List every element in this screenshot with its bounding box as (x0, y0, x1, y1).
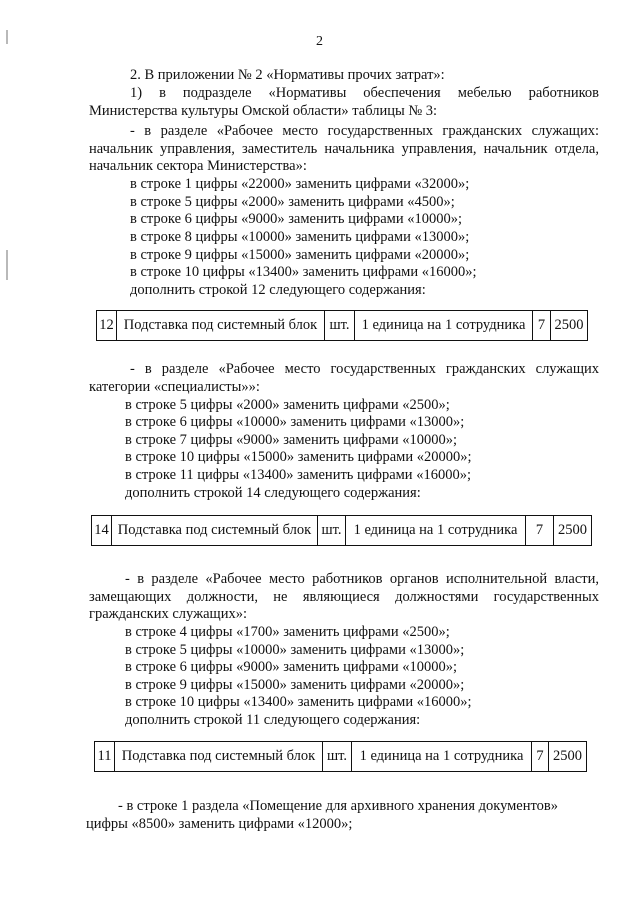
scan-artifact (6, 250, 8, 280)
block3-intro-line: гражданских служащих»: (89, 606, 247, 622)
price-cell: 2500 (554, 516, 592, 546)
table-row (95, 742, 587, 772)
block4-line: - в строке 1 раздела «Помещение для архивного хранения документов» (118, 798, 558, 814)
block3-intro-line: - в разделе «Рабочее место работников органов исполнительной власти, (125, 571, 599, 587)
list-item: в строке 6 цифры «9000» заменить цифрами «10000»; (130, 211, 463, 227)
item-name-cell: Подставка под системный блок (117, 311, 325, 341)
norm-cell: 1 единица на 1 сотрудника (346, 516, 526, 546)
block1-intro-line: - в разделе «Рабочее место государственных гражданских служащих: (130, 123, 599, 139)
row-number-cell: 14 (92, 516, 112, 546)
list-item: в строке 6 цифры «9000» заменить цифрами «10000»; (125, 659, 458, 675)
list-item: в строке 10 цифры «13400» заменить цифрами «16000»; (125, 694, 472, 710)
list-item: в строке 1 цифры «22000» заменить цифрами «32000»; (130, 176, 470, 192)
price-cell: 2500 (551, 311, 588, 341)
table-row (97, 311, 588, 341)
norm-cell: 1 единица на 1 сотрудника (352, 742, 532, 772)
add-row-line: дополнить строкой 12 следующего содержания: (130, 282, 426, 298)
list-item: в строке 6 цифры «10000» заменить цифрами «13000»; (125, 414, 465, 430)
subsection-intro-line: 1) в подразделе «Нормативы обеспечения мебелью работников (130, 85, 599, 101)
section-heading: 2. В приложении № 2 «Нормативы прочих затрат»: (130, 67, 445, 83)
term-cell: 7 (526, 516, 554, 546)
price-cell: 2500 (549, 742, 587, 772)
list-item: в строке 9 цифры «15000» заменить цифрами «20000»; (125, 677, 465, 693)
term-cell: 7 (532, 742, 549, 772)
list-item: в строке 5 цифры «2000» заменить цифрами «2500»; (125, 397, 450, 413)
unit-cell: шт. (325, 311, 355, 341)
block2-intro-line: - в разделе «Рабочее место государственных гражданских служащих (130, 361, 599, 377)
list-item: в строке 4 цифры «1700» заменить цифрами «2500»; (125, 624, 450, 640)
list-item: в строке 11 цифры «13400» заменить цифрами «16000»; (125, 467, 471, 483)
row-number-cell: 12 (97, 311, 117, 341)
block1-intro-line: начальник сектора Министерства»: (89, 158, 307, 174)
add-row-line: дополнить строкой 14 следующего содержания: (125, 485, 421, 501)
inserted-row-table (96, 310, 588, 341)
block1-intro-line: начальник управления, заместитель начальника управления, начальник отдела, (89, 141, 599, 157)
list-item: в строке 9 цифры «15000» заменить цифрами «20000»; (130, 247, 470, 263)
row-number-cell: 11 (95, 742, 115, 772)
block4-line: цифры «8500» заменить цифрами «12000»; (86, 816, 353, 832)
inserted-row-table (94, 741, 587, 772)
inserted-row-table (91, 515, 592, 546)
norm-cell: 1 единица на 1 сотрудника (355, 311, 533, 341)
item-name-cell: Подставка под системный блок (112, 516, 318, 546)
item-name-cell: Подставка под системный блок (115, 742, 323, 772)
list-item: в строке 10 цифры «15000» заменить цифрами «20000»; (125, 449, 472, 465)
list-item: в строке 5 цифры «2000» заменить цифрами «4500»; (130, 194, 455, 210)
add-row-line: дополнить строкой 11 следующего содержания: (125, 712, 421, 728)
list-item: в строке 8 цифры «10000» заменить цифрами «13000»; (130, 229, 470, 245)
page-number: 2 (316, 34, 323, 49)
block2-intro-line: категории «специалисты»»: (89, 379, 260, 395)
list-item: в строке 7 цифры «9000» заменить цифрами «10000»; (125, 432, 458, 448)
unit-cell: шт. (318, 516, 346, 546)
table-row (92, 516, 592, 546)
list-item: в строке 10 цифры «13400» заменить цифрами «16000»; (130, 264, 477, 280)
list-item: в строке 5 цифры «10000» заменить цифрами «13000»; (125, 642, 465, 658)
term-cell: 7 (533, 311, 551, 341)
block3-intro-line: замещающих должности, не являющиеся должностями государственных (89, 589, 599, 605)
unit-cell: шт. (323, 742, 352, 772)
subsection-intro-line: Министерства культуры Омской области» таблицы № 3: (89, 103, 438, 119)
